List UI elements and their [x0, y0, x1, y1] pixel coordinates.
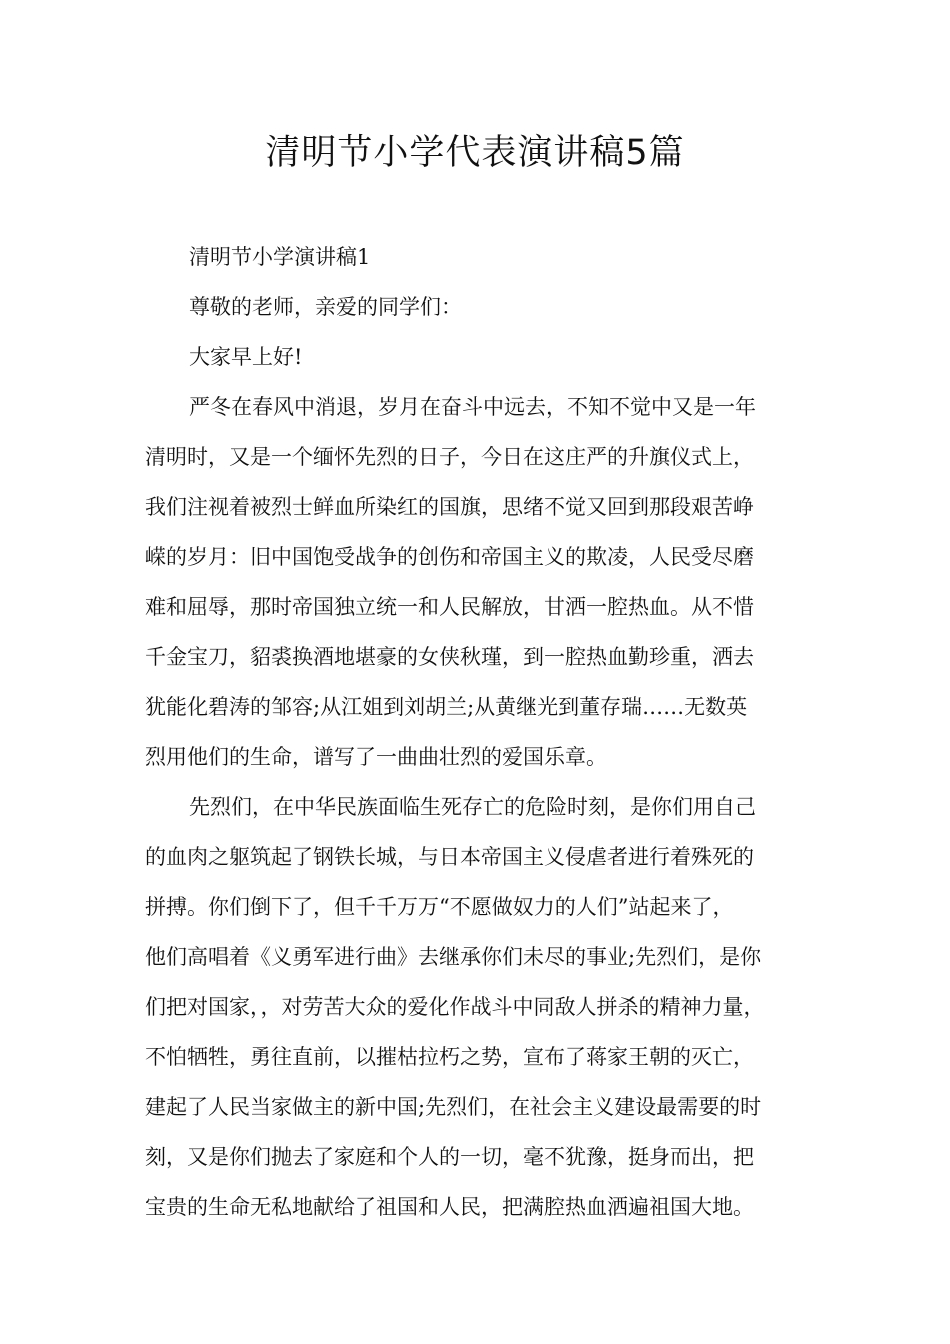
- paragraph-1-line-1: 严冬在春风中消退，岁月在奋斗中远去，不知不觉中又是一年: [189, 395, 756, 419]
- paragraph-1-line-4: 嵘的岁月：旧中国饱受战争的创伤和帝国主义的欺凌，人民受尽磨: [145, 545, 754, 569]
- paragraph-1-line-7: 犹能化碧涛的邹容;从江姐到刘胡兰;从黄继光到董存瑞……无数英: [145, 695, 748, 719]
- paragraph-1-line-8: 烈用他们的生命，谱写了一曲曲壮烈的爱国乐章。: [145, 745, 607, 769]
- paragraph-2-line-7: 建起了人民当家做主的新中国;先烈们，在社会主义建设最需要的时: [145, 1095, 762, 1119]
- paragraph-1-line-5: 难和屈辱，那时帝国独立统一和人民解放，甘洒一腔热血。从不惜: [145, 595, 754, 619]
- paragraph-2-line-1: 先烈们，在中华民族面临生死存亡的危险时刻，是你们用自己: [189, 795, 756, 819]
- greeting: 大家早上好!: [189, 345, 303, 369]
- paragraph-1-line-3: 我们注视着被烈士鲜血所染红的国旗，思绪不觉又回到那段艰苦峥: [145, 495, 754, 519]
- section-heading: 清明节小学演讲稿1: [189, 245, 371, 269]
- document-title: 清明节小学代表演讲稿5篇: [265, 133, 685, 173]
- paragraph-2-line-4: 他们高唱着《义勇军进行曲》去继承你们未尽的事业;先烈们，是你: [145, 945, 762, 969]
- salutation: 尊敬的老师，亲爱的同学们：: [189, 295, 462, 319]
- paragraph-2-line-3: 拼搏。你们倒下了，但千千万万“不愿做奴力的人们”站起来了，: [145, 895, 734, 919]
- paragraph-2-line-5: 们把对国家，，对劳苦大众的爱化作战斗中同敌人拼杀的精神力量，: [145, 995, 765, 1019]
- document-body: [145, 232, 815, 1232]
- paragraph-2-line-6: 不怕牺牲，勇往直前，以摧枯拉朽之势，宣布了蒋家王朝的灭亡，: [145, 1045, 754, 1069]
- paragraph-2-line-8: 刻，又是你们抛去了家庭和个人的一切，毫不犹豫，挺身而出，把: [145, 1145, 754, 1169]
- paragraph-2-line-2: 的血肉之躯筑起了钢铁长城，与日本帝国主义侵虐者进行着殊死的: [145, 845, 754, 869]
- paragraph-1-line-6: 千金宝刀，貂裘换酒地堪豪的女侠秋瑾，到一腔热血勤珍重，洒去: [145, 645, 754, 669]
- paragraph-1-line-2: 清明时，又是一个缅怀先烈的日子，今日在这庄严的升旗仪式上，: [145, 445, 754, 469]
- paragraph-2-line-9: 宝贵的生命无私地献给了祖国和人民，把满腔热血洒遍祖国大地。: [145, 1195, 754, 1219]
